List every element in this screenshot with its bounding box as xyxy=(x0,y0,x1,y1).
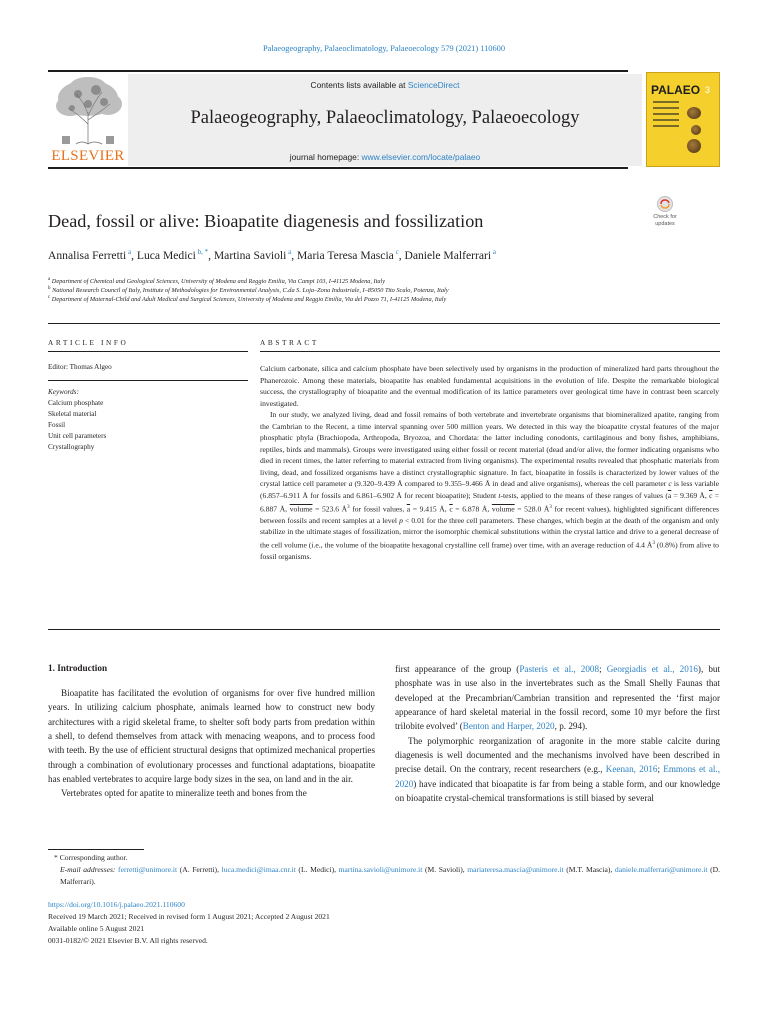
keywords-label: Keywords: xyxy=(48,388,79,396)
corresponding-author-note: * Corresponding author. xyxy=(54,853,128,862)
email-owner: (L. Medici), xyxy=(295,865,339,874)
cover-title: PALAEO xyxy=(651,83,701,97)
abstract-text: = 9.415 Å, xyxy=(410,504,450,514)
abstract-body xyxy=(260,363,719,562)
left-column xyxy=(48,686,375,801)
author-name[interactable]: Maria Teresa Mascia xyxy=(296,249,394,262)
abstract-text: = 6.887 Å, xyxy=(260,491,719,514)
mean-volume: volume xyxy=(491,504,515,514)
keyword: Crystallography xyxy=(48,443,95,451)
cover-fossil-image xyxy=(691,125,701,135)
abstract-text: < 0.01 for the three cell parameters. These changes, which begin at the death of the organism and only stabilize in the ultimate stages of fossilization, mirror the isomorphic chemical substitutions within the crystal lattice and drive to a general decrease of the cell volume (i.e., the volume of the bioapatite hexagonal crystalline cell frame) over time, with an average reduction of 4.4 Å xyxy=(260,515,719,550)
journal-citation[interactable]: Palaeogeography, Palaeoclimatology, Palaeoecology 579 (2021) 110600 xyxy=(262,44,506,53)
mean-c: $\overline{c}$ xyxy=(449,504,453,514)
mean-volume: volume xyxy=(289,504,313,514)
body-text: ) have indicated that bioapatite is far from being a stable form, and our knowledge on bioapatite crystal-chemical transformations is still biased by several xyxy=(395,778,720,804)
author-affiliation-mark[interactable]: c xyxy=(395,248,399,257)
abstract-text: for recent values), highlighted significant differences between fossils and recent samples at a level xyxy=(260,504,719,525)
body-paragraph xyxy=(395,734,720,806)
affiliation xyxy=(48,295,446,303)
symbol-t: t xyxy=(498,491,501,501)
reference-link[interactable]: Pasteris et al., 2008 xyxy=(519,664,600,674)
affiliation-mark: a xyxy=(48,277,51,282)
footnote-rule xyxy=(48,849,144,850)
article-info-heading: ARTICLE INFO xyxy=(48,338,129,347)
section-rule xyxy=(48,323,720,324)
body-text: ; xyxy=(599,664,607,674)
email-owner: (M.T. Mascia), xyxy=(566,865,615,874)
body-text: ; xyxy=(657,764,664,775)
journal-name: Palaeogeography, Palaeoclimatology, Palaeoecology xyxy=(190,108,580,128)
right-column xyxy=(395,662,720,805)
author-name[interactable]: Daniele Malferrari xyxy=(404,249,492,262)
keyword: Skeletal material xyxy=(48,410,97,418)
superscript-3: 3 xyxy=(347,504,350,510)
elsevier-wordmark[interactable]: ELSEVIER xyxy=(51,148,125,164)
cover-fossil-image xyxy=(687,107,701,119)
abstract-text: (0.8%) from alive to fossil organisms. xyxy=(260,540,719,561)
keyword: Unit cell parameters xyxy=(48,432,107,440)
mean-c: $\overline{c}$ xyxy=(709,491,713,501)
body-paragraph: Vertebrates opted for apatite to mineralize teeth and bones from the xyxy=(61,788,307,799)
check-updates-label xyxy=(646,214,684,227)
superscript-3: 3 xyxy=(549,504,552,510)
keyword: Fossil xyxy=(48,421,66,429)
affiliation xyxy=(48,277,385,285)
author-name[interactable]: Luca Medici xyxy=(136,249,196,262)
body-paragraph: Bioapatite has facilitated the evolution of organisms for over five hundred million years. In utilizing calcium phosphate, animals learned how to construct new body architectures with a rigid skeletal frame, to shelter soft body parts from predation within a shell, to defend themselves from attack with menacing weapons, and to process food with teeth. By the use of efficient structural designs that optimized mechanical properties through a combination of evolutionary processes and functional adaptations, bioapatite has enabled vertebrates to acquire large body sizes in the sea, on land and in the air. xyxy=(48,688,375,785)
affiliation-mark: c xyxy=(48,295,51,300)
check-updates-icon xyxy=(657,196,673,212)
reference-link[interactable]: Keenan, 2016 xyxy=(605,764,658,775)
email-link[interactable]: martina.savioli@unimore.it xyxy=(338,865,423,874)
keywords-rule xyxy=(48,380,248,381)
abstract-text: (9.320–9.439 Å compared to 9.355–9.466 Å in dead and alive organisms), whereas the cell parameter xyxy=(352,479,669,489)
author-list xyxy=(48,249,496,262)
body-paragraph xyxy=(395,662,720,734)
symbol-a: a xyxy=(348,479,353,489)
abstract-text: is less variable (6.857–6.911 Å for fossils and 6.861–6.902 Å for recent bioapatite); Student xyxy=(260,479,719,501)
masthead-top-rule xyxy=(48,70,628,72)
author-separator: , xyxy=(398,249,405,262)
check-for-updates-badge[interactable] xyxy=(646,196,684,232)
reference-link[interactable]: Georgiadis et al., 2016 xyxy=(606,664,698,674)
cover-text-lines xyxy=(653,101,679,131)
abstract-text: -tests, applied to the means of these ranges of values ( xyxy=(500,491,668,501)
doi-text[interactable]: https://doi.org/10.1016/j.palaeo.2021.110600 xyxy=(48,900,185,909)
affiliation-text: Department of Chemical and Geological Sciences, University of Modena and Reggio Emilia, Via Campi 103, I-41125 Modena, Italy xyxy=(50,278,386,286)
homepage-link[interactable]: www.elsevier.com/locate/palaeo xyxy=(361,152,481,162)
affiliation xyxy=(48,286,449,294)
body-text: ), but phosphate was in use also in the invertebrates such as the Small Shelly Faunas that developed at the Precambrian/Cambrian transition and represented the ‘first major appearance of hard skeletal material in the fossil record, some 10 myr before the first trilobite evolved’ ( xyxy=(395,664,720,732)
section-rule xyxy=(48,629,720,630)
reference-link[interactable]: Emmons et al., 2020 xyxy=(395,764,720,789)
abstract-paragraph: Calcium carbonate, silica and calcium phosphate have been selectively used by organisms in the production of mineralized hard parts throughout the Phanerozoic. Among these materials, bioapatite has enabled fundamental acquisitions in the evolution of life. Despite the remarkable biological success, the crystallography of bioapatite and the eventual modification of its lattice parameters over geological time have in contrast been scarcely investigated. xyxy=(260,364,719,408)
email-owner: (D. Malferrari). xyxy=(60,865,721,886)
email-link[interactable]: ferretti@unimore.it xyxy=(118,865,178,874)
homepage-line xyxy=(128,152,642,162)
editor-line: Editor: Thomas Algeo xyxy=(48,363,112,371)
keywords-list xyxy=(48,387,248,453)
author-affiliation-mark[interactable]: b, * xyxy=(197,248,209,257)
author-name[interactable]: Martina Savioli xyxy=(213,249,287,262)
online-date: Available online 5 August 2021 xyxy=(48,924,145,933)
author-name[interactable]: Annalisa Ferretti xyxy=(48,249,127,262)
abstract-heading: ABSTRACT xyxy=(260,338,319,347)
abstract-text: = 9.369 Å, xyxy=(671,491,710,501)
email-owner: (M. Savioli), xyxy=(422,865,468,874)
symbol-c: c xyxy=(668,479,672,489)
received-dates: Received 19 March 2021; Received in revised form 1 August 2021; Accepted 2 August 2021 xyxy=(48,912,330,921)
mean-a: $\overline{a}$ xyxy=(406,504,411,514)
affiliation-mark: b xyxy=(48,286,51,291)
affiliation-text: Department of Maternal-Child and Adult Medical and Surgical Sciences, University of Modena and Reggio Emilia, Via del Pozzo 71, I-41125 Modena, Italy xyxy=(50,296,447,304)
elsevier-tree-icon xyxy=(48,74,128,150)
email-link[interactable]: luca.medici@imaa.cnr.it xyxy=(221,865,296,874)
contents-line xyxy=(128,80,642,90)
body-text: first appearance of the group ( xyxy=(395,664,520,674)
abstract-text: = 528.0 Å xyxy=(514,504,550,514)
journal-cover-thumbnail[interactable] xyxy=(646,72,720,167)
masthead-bottom-rule xyxy=(48,167,628,169)
abstract-text: = 6.878 Å, xyxy=(452,504,492,514)
keyword: Calcium phosphate xyxy=(48,399,104,407)
check-updates-line1: Check for xyxy=(653,214,677,220)
author-affiliation-mark[interactable]: a xyxy=(492,248,496,257)
author-separator: , xyxy=(131,249,137,262)
email-label: E-mail addresses: xyxy=(60,865,116,874)
introduction-heading: 1. Introduction xyxy=(48,663,108,673)
author-affiliation-mark[interactable]: a xyxy=(128,248,132,257)
affiliation-text: National Research Council of Italy, Institute of Methodologies for Environmental Analysis, C.da S. Loja–Zona Industriale, I–85050 Tito Scalo, Potenza, Italy xyxy=(50,287,449,295)
homepage-prefix: journal homepage: xyxy=(289,152,362,162)
email-addresses xyxy=(48,864,720,887)
abstract-rule xyxy=(260,351,720,352)
author-separator: , xyxy=(208,249,214,262)
copyright-line: 0031-0182/© 2021 Elsevier B.V. All rights reserved. xyxy=(48,936,208,945)
body-text: The polymorphic reorganization of aragonite in the more stable calcite during diagenesis is well documented and the mechanisms involved have been described in precise detail. On the contrary, recent researchers (e.g., xyxy=(395,735,720,775)
sciencedirect-link[interactable]: ScienceDirect xyxy=(407,80,460,90)
reference-link[interactable]: Benton and Harper, 2020 xyxy=(462,721,555,732)
doi-link[interactable] xyxy=(48,899,720,911)
contents-prefix: Contents lists available at xyxy=(310,80,408,90)
abstract-text: = 523.6 Å xyxy=(312,504,348,514)
superscript-3: 3 xyxy=(652,540,655,546)
mean-a: $\overline{a}$ xyxy=(667,491,672,501)
email-link[interactable]: daniele.malferrari@unimore.it xyxy=(614,865,708,874)
body-text: , p. 294). xyxy=(554,721,588,732)
author-separator: , xyxy=(291,249,297,262)
cover-fossil-image xyxy=(687,139,701,153)
symbol-p: p xyxy=(399,515,403,525)
check-updates-line2: updates xyxy=(655,220,675,227)
article-title: Dead, fossil or alive: Bioapatite diagenesis and fossilization xyxy=(48,211,484,231)
article-info-rule xyxy=(48,351,248,352)
author-affiliation-mark[interactable]: a xyxy=(288,248,292,257)
email-link[interactable]: mariateresa.mascia@unimore.it xyxy=(467,865,564,874)
abstract-paragraph xyxy=(260,409,719,562)
abstract-text: for fossil values, xyxy=(349,504,407,514)
abstract-text: In our study, we analyzed living, dead and fossil remains of both vertebrate and invertebrate organisms that biomineralized apatite, ranging from the Cambrian to the Recent, a time interval spanning over 500 million years. We detected in this way the bioapatite crystal features of the major phosphatic phyla (Brachiopoda, Arthropoda, Bryozoa, and Chordata: the latter including conodonts, cartilaginous and bony fishes, amphibians, reptiles, birds and mammals). Groups were investigated using either fossil or recent material (dead and/or alive, the former indicating organisms who died in recent times, the latter referring to material extracted from living organisms). The experimental results revealed that phosphatic materials from living, dead, and fossilized organisms have a distinct crystallographic signature. In fact, bioapatite in fossils is characterized by lower values of the crystal lattice cell parameter xyxy=(260,410,719,489)
cover-number: 3 xyxy=(705,85,711,95)
email-owner: (A. Ferretti), xyxy=(177,865,222,874)
